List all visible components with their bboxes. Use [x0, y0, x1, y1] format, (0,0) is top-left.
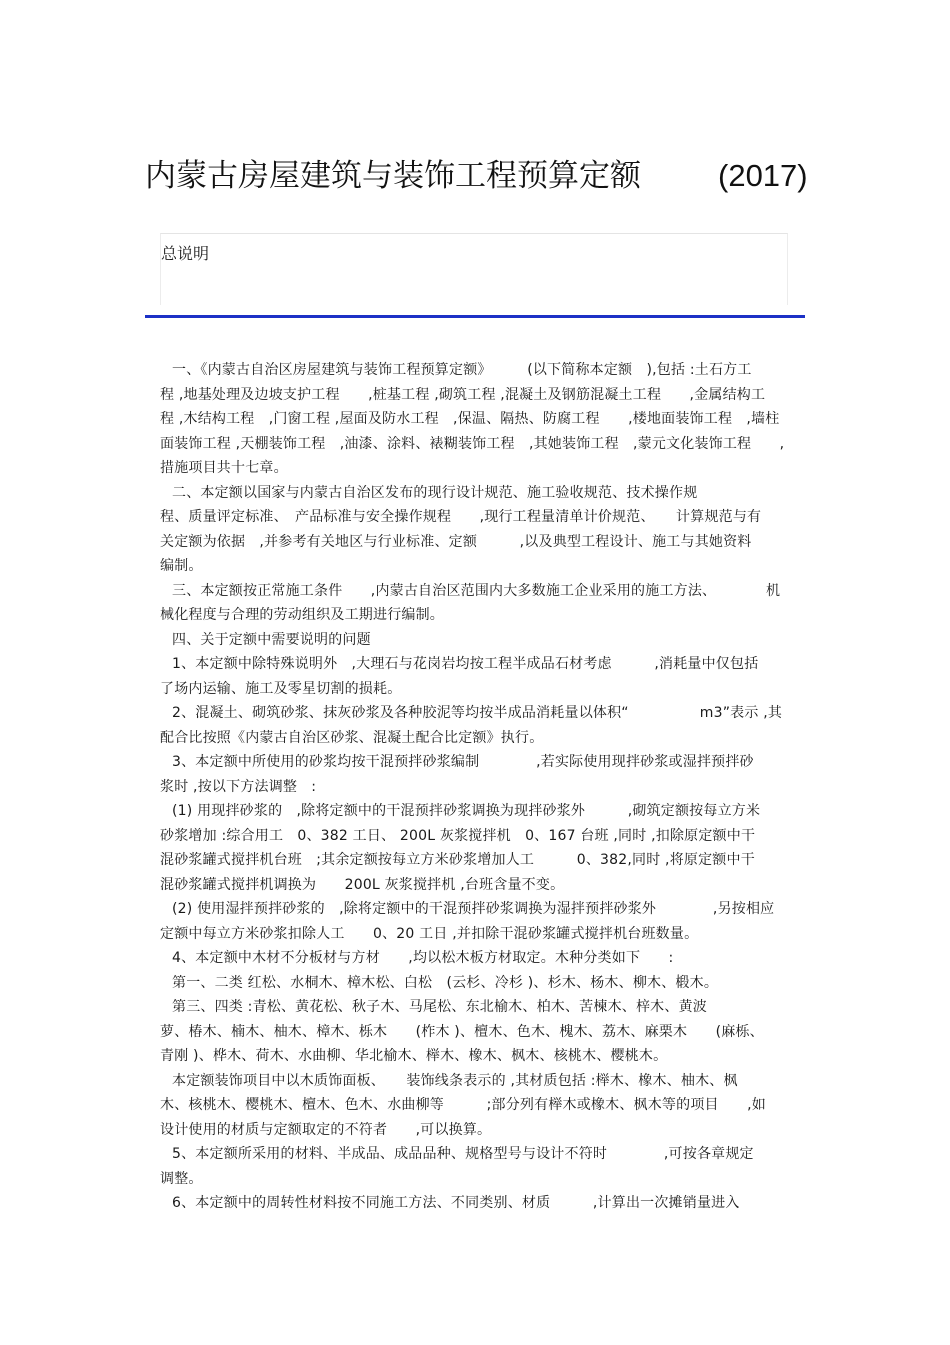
text-line: 措施项目共十七章。	[160, 460, 288, 476]
text-line: (2) 使用湿拌预拌砂浆的 ,除将定额中的干混预拌砂浆调换为湿拌预拌砂浆外 ,另按相应	[172, 901, 775, 917]
blue-divider	[145, 315, 805, 318]
section-header-box	[160, 233, 788, 305]
text-line: 5、本定额所采用的材料、半成品、成品品种、规格型号与设计不符时 ,可按各章规定	[172, 1146, 754, 1162]
text-line: 二、本定额以国家与内蒙古自治区发布的现行设计规范、施工验收规范、技术操作规	[172, 484, 698, 501]
text-line: 编制。	[160, 558, 203, 574]
text-line: 3、本定额中所使用的砂浆均按干混预拌砂浆编制 ,若实际使用现拌砂浆或湿拌预拌砂	[172, 754, 754, 770]
text-line: 面装饰工程 ,天棚装饰工程 ,油漆、涂料、裱糊装饰工程 ,其她装饰工程 ,蒙元文化装饰工程 ,	[160, 435, 785, 452]
text-line: 4、本定额中木材不分板材与方材 ,均以松木板方材取定。木种分类如下 :	[172, 950, 674, 966]
text-line: (1) 用现拌砂浆的 ,除将定额中的干混预拌砂浆调换为现拌砂浆外 ,砌筑定额按每立方米	[172, 803, 761, 819]
text-line: 配合比按照《内蒙古自治区砂浆、混凝土配合比定额》执行。	[160, 729, 544, 746]
title-year: (2017)	[718, 158, 808, 193]
text-line: 本定额装饰项目中以木质饰面板、 装饰线条表示的 ,其材质包括 :榉木、橡木、柚木、枫	[172, 1072, 738, 1089]
text-line: 三、本定额按正常施工条件 ,内蒙古自治区范围内大多数施工企业采用的施工方法、 机	[172, 582, 781, 599]
text-line: 混砂浆罐式搅拌机调换为 200L 灰浆搅拌机 ,台班含量不变。	[160, 876, 565, 893]
text-line: 青刚 )、桦木、荷木、水曲柳、华北榆木、榉木、橡木、枫木、核桃木、樱桃木。	[160, 1048, 668, 1064]
text-line: 砂浆增加 :综合用工 0、382 工日、 200L 灰浆搅拌机 0、167 台班 ,同时 ,扣除原定额中干	[160, 827, 756, 844]
text-line: 程 ,地基处理及边坡支护工程 ,桩基工程 ,砌筑工程 ,混凝土及钢筋混凝土工程 ,金属结构工	[160, 386, 766, 403]
text-line: 调整。	[160, 1170, 203, 1187]
text-line: 萝、椿木、楠木、柚木、樟木、栎木 (柞木 )、檀木、色木、槐木、荔木、麻栗木 (麻栎、	[160, 1023, 764, 1040]
text-line: 一、《内蒙古自治区房屋建筑与装饰工程预算定额》 (以下简称本定额 ),包括 :土石方工	[172, 362, 752, 378]
text-line: 混砂浆罐式搅拌机台班 ;其余定额按每立方米砂浆增加人工 0、382,同时 ,将原定额中干	[160, 852, 755, 868]
text-line: 械化程度与合理的劳动组织及工期进行编制。	[160, 607, 444, 623]
text-line: 木、核桃木、樱桃木、檀木、色木、水曲柳等 ;部分列有榉木或橡木、枫木等的项目 ,如	[160, 1097, 766, 1113]
text-line: 定额中每立方米砂浆扣除人工 0、20 工日 ,并扣除干混砂浆罐式搅拌机台班数量。	[160, 925, 699, 942]
text-line: 程、质量评定标准、 产品标准与安全操作规程 ,现行工程量清单计价规范、 计算规范与有	[160, 509, 762, 525]
text-line: 2、混凝土、砌筑砂浆、抹灰砂浆及各种胶泥等均按半成品消耗量以体积“ m3”表示 ,其	[172, 705, 783, 721]
document-title	[145, 152, 815, 200]
title-main: 内蒙古房屋建筑与装饰工程预算定额	[145, 158, 641, 194]
text-line: 了场内运输、施工及零星切割的损耗。	[160, 680, 402, 697]
text-line: 6、本定额中的周转性材料按不同施工方法、不同类别、材质 ,计算出一次摊销量进入	[172, 1195, 740, 1211]
text-line: 第三、四类 :青松、黄花松、秋子木、马尾松、东北榆木、柏木、苦楝木、梓木、黄波	[172, 999, 707, 1015]
text-line: 第一、二类 红松、水桐木、樟木松、白松 (云杉、冷杉 )、杉木、杨木、柳木、椴木。	[172, 974, 719, 991]
text-line: 关定额为依据 ,并参考有关地区与行业标准、定额 ,以及典型工程设计、施工与其她资料	[160, 533, 752, 550]
text-line: 程 ,木结构工程 ,门窗工程 ,屋面及防水工程 ,保温、隔热、防腐工程 ,楼地面装饰工程 ,墙柱	[160, 411, 780, 427]
text-line: 浆时 ,按以下方法调整 :	[160, 778, 317, 795]
text-line: 1、本定额中除特殊说明外 ,大理石与花岗岩均按工程半成品石材考虑 ,消耗量中仅包括	[172, 656, 759, 672]
text-line: 四、关于定额中需要说明的问题	[172, 631, 371, 648]
text-line: 设计使用的材质与定额取定的不符者 ,可以换算。	[160, 1121, 492, 1138]
section-label: 总说明	[161, 244, 210, 263]
